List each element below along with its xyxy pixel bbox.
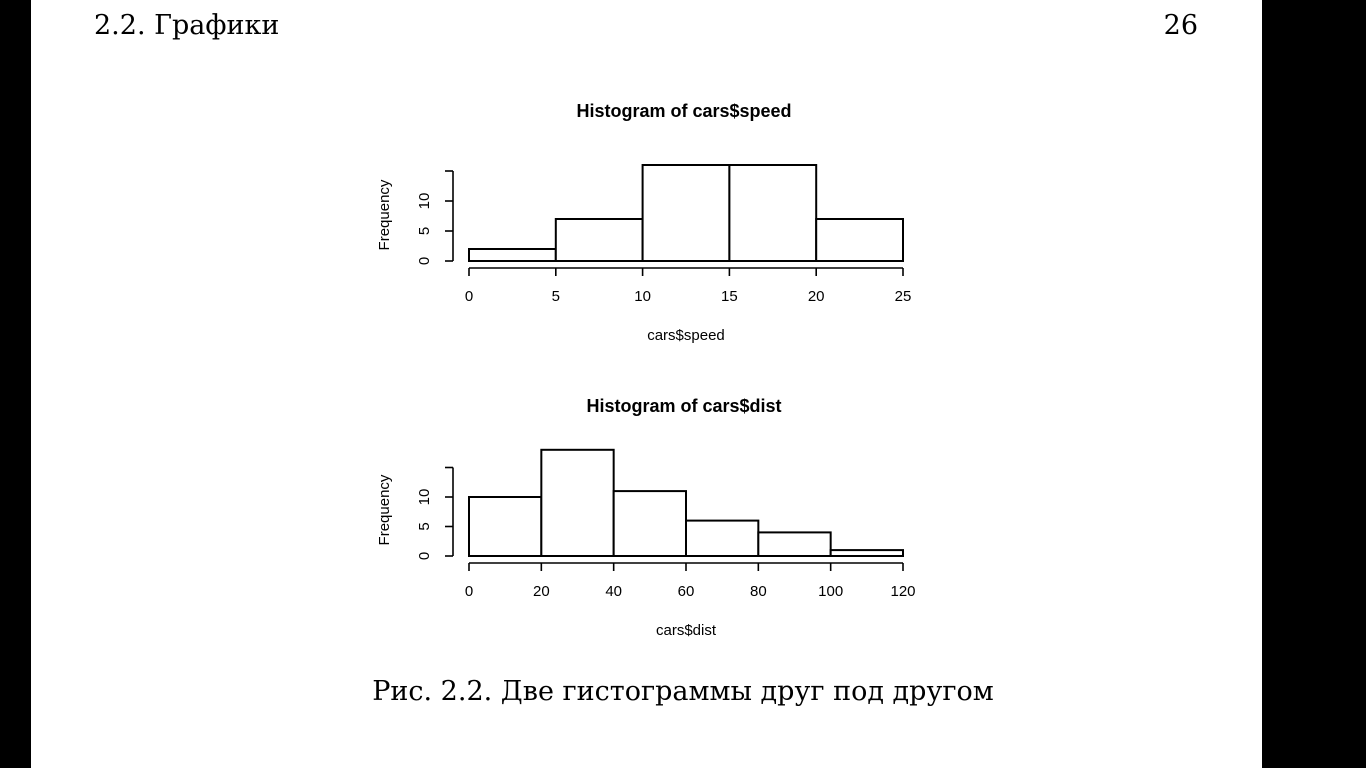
x-tick-label: 40: [605, 583, 623, 600]
y-tick-label: 10: [416, 192, 433, 210]
y-tick-label: 0: [416, 551, 433, 561]
x-tick-label: 20: [807, 288, 825, 305]
histogram-bar: [686, 521, 758, 556]
y-tick-label: 0: [416, 256, 433, 266]
y-axis-label: Frequency: [376, 179, 393, 251]
histogram-bar: [758, 532, 830, 556]
histogram-bar: [831, 550, 903, 556]
chart-title: Histogram of cars$speed: [576, 101, 792, 121]
histogram-bar: [469, 249, 556, 261]
histogram-bar: [556, 219, 643, 261]
x-tick-label: 80: [749, 583, 767, 600]
x-tick-label: 0: [464, 583, 474, 600]
x-tick-label: 20: [532, 583, 550, 600]
x-tick-label: 100: [818, 583, 844, 600]
y-tick-label: 10: [416, 488, 433, 506]
x-tick-label: 60: [677, 583, 695, 600]
figure-caption: Рис. 2.2. Две гистограммы друг под другом: [372, 676, 994, 707]
histogram-bar: [729, 165, 816, 261]
histogram-bar: [643, 165, 730, 261]
x-tick-label: 10: [634, 288, 651, 305]
x-axis-label: cars$speed: [647, 327, 725, 344]
x-axis-label: cars$dist: [655, 622, 717, 639]
y-tick-label: 5: [416, 226, 433, 236]
x-tick-label: 120: [890, 583, 916, 600]
y-axis-label: Frequency: [376, 474, 393, 546]
y-tick-label: 5: [416, 522, 433, 531]
histogram-bar: [541, 450, 613, 556]
x-tick-label: 25: [894, 288, 912, 305]
x-tick-label: 0: [464, 288, 474, 305]
page-number: 26: [1163, 10, 1198, 41]
histogram-bar: [816, 219, 903, 261]
x-tick-label: 15: [721, 288, 738, 305]
histogram-bar: [614, 491, 686, 556]
chart-title: Histogram of cars$dist: [586, 396, 782, 416]
x-tick-label: 5: [551, 288, 560, 305]
section-header: 2.2. Графики: [94, 10, 280, 41]
histogram-bar: [469, 497, 541, 556]
